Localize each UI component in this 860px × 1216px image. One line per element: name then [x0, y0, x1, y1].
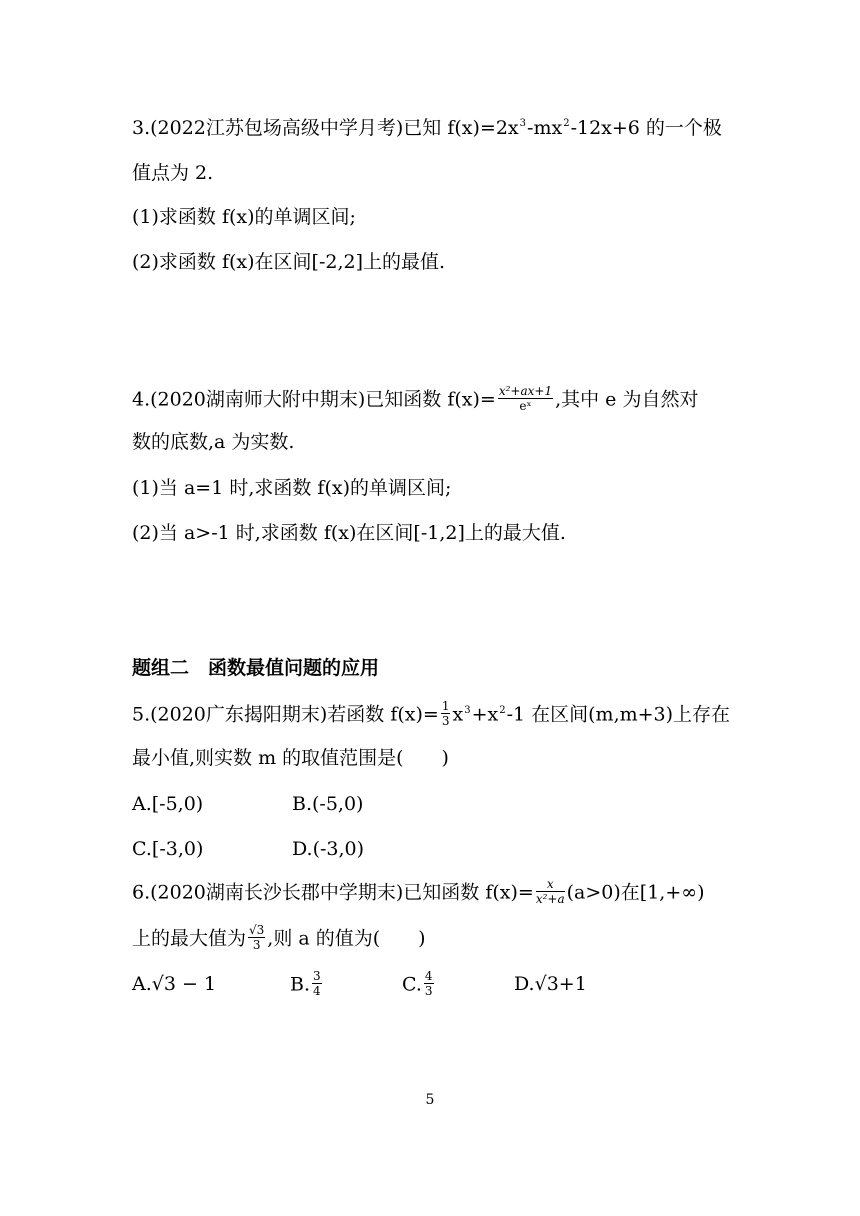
q5-option-d: D.(-3,0)	[292, 838, 365, 860]
q6-option-c	[402, 969, 436, 999]
q6-option-a-label: A.	[132, 973, 152, 995]
q6-frac-den: x²+a	[535, 892, 565, 906]
q6-option-a	[132, 972, 216, 996]
q3-exp3: 3	[519, 118, 527, 129]
q6-option-d	[514, 972, 587, 996]
q3-text-a: 3.(2022江苏包场高级中学月考)已知 f(x)=2x	[132, 117, 519, 139]
q4-fraction	[498, 385, 553, 412]
q6-max-num: √3	[249, 923, 265, 937]
q5-line2: 最小值,则实数 m 的取值范围是( )	[132, 747, 449, 769]
q5-option-c: C.[-3,0)	[132, 838, 204, 860]
q3-part1: (1)求函数 f(x)的单调区间;	[132, 206, 356, 228]
q6-text-c: 上的最大值为	[132, 927, 247, 950]
q4-text-b: ,其中 e 为自然对	[555, 388, 699, 411]
q5-frac-num: 1	[441, 699, 450, 713]
q6-option-c-den: 3	[424, 984, 433, 998]
q6-line2	[132, 923, 426, 953]
q5-fraction	[441, 700, 451, 727]
q4-line1	[132, 384, 699, 414]
q4-frac-den: eˣ	[519, 399, 532, 413]
page-number: 5	[425, 1092, 435, 1108]
q5-frac-den: 3	[441, 714, 450, 728]
q4-frac-num: x²+ax+1	[498, 384, 553, 398]
q6-max-fraction	[248, 924, 265, 951]
q4-text-a: 4.(2020湖南师大附中期末)已知函数 f(x)=	[132, 388, 496, 411]
q3-part2: (2)求函数 f(x)在区间[-2,2]上的最值.	[132, 251, 446, 273]
q6-option-b-den: 4	[313, 984, 321, 998]
q5-text-a: 5.(2020广东揭阳期末)若函数 f(x)=	[132, 703, 439, 726]
q6-option-b-num: 3	[313, 969, 321, 983]
q6-text-b: (a>0)在[1,+∞)	[566, 881, 705, 904]
q6-option-c-num: 4	[424, 969, 433, 983]
q5-option-b: B.(-5,0)	[292, 793, 364, 815]
q6-option-a-value: √3 − 1	[151, 973, 217, 995]
q6-option-b-fraction	[312, 970, 322, 997]
q4-part2: (2)当 a>-1 时,求函数 f(x)在区间[-1,2]上的最大值.	[132, 522, 566, 544]
q6-frac-num: x	[536, 878, 565, 892]
q6-fraction	[536, 878, 565, 905]
q6-option-b	[290, 969, 324, 999]
q5-exp2: 2	[499, 704, 506, 716]
q6-option-c-fraction	[424, 970, 434, 997]
q4-line2: 数的底数,a 为实数.	[132, 431, 295, 453]
q4-part1: (1)当 a=1 时,求函数 f(x)的单调区间;	[132, 477, 452, 499]
q6-max-den: 3	[252, 938, 261, 952]
q5-option-a: A.[-5,0)	[132, 793, 204, 815]
q5-text-b: x	[452, 703, 464, 726]
section-title: 题组二 函数最值问题的应用	[132, 657, 380, 679]
q3-exp2: 2	[563, 118, 570, 129]
q3-line1	[132, 116, 722, 144]
q5-exp3: 3	[464, 704, 471, 716]
q6-line1	[132, 877, 705, 907]
q3-text-b: -mx	[527, 117, 563, 139]
q3-line2: 值点为 2.	[132, 162, 214, 184]
q6-option-c-label: C.	[402, 973, 422, 996]
q5-text-d: -1 在区间(m,m+3)上存在	[506, 703, 731, 726]
q6-option-b-label: B.	[290, 973, 311, 996]
q6-text-d: ,则 a 的值为( )	[267, 927, 426, 950]
q5-text-c: +x	[471, 703, 499, 726]
q3-text-c: -12x+6 的一个极	[570, 117, 722, 139]
q6-option-d-label: D.	[514, 973, 535, 995]
q6-option-d-value: √3+1	[534, 973, 587, 995]
q5-line1	[132, 699, 731, 731]
q6-text-a: 6.(2020湖南长沙长郡中学期末)已知函数 f(x)=	[132, 881, 534, 904]
